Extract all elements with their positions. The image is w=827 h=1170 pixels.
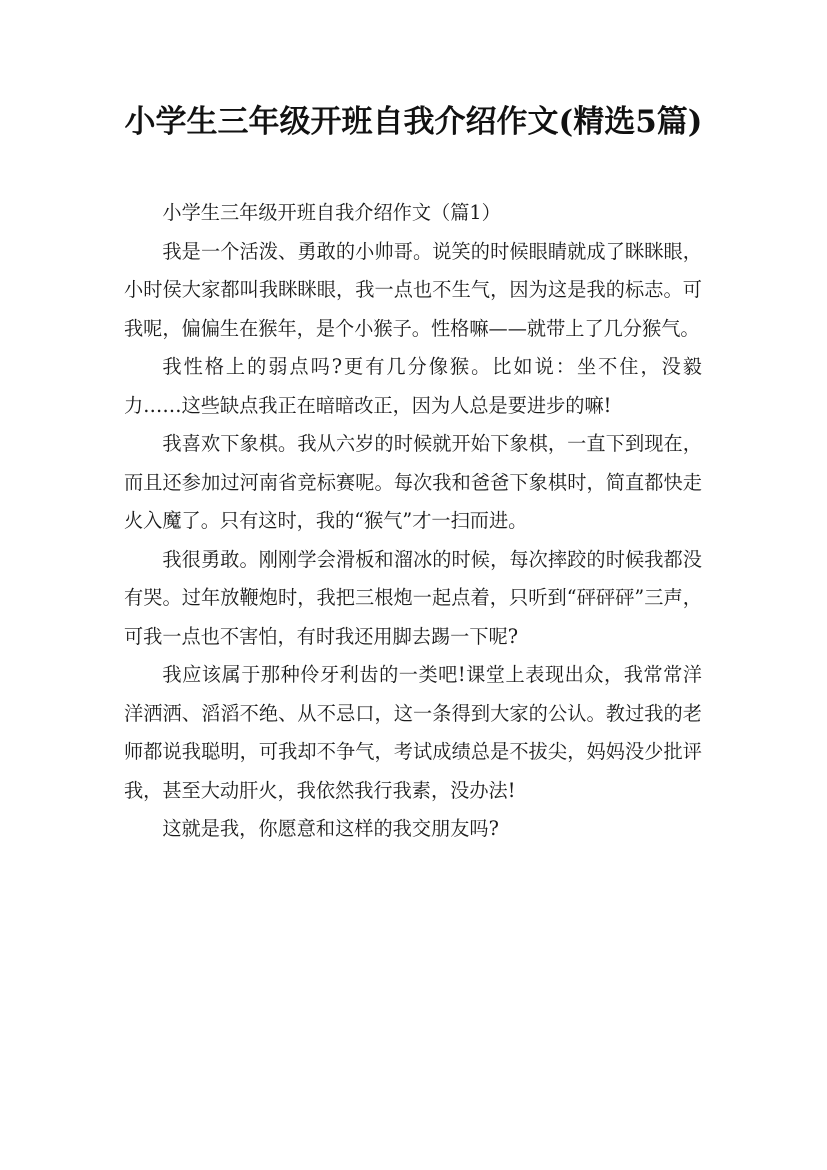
paragraph: 我很勇敢。刚刚学会滑板和溜冰的时候，每次摔跤的时候我都没有哭。过年放鞭炮时，我把三根炮一起点着，只听到“砰砰砰”三声，可我一点也不害怕，有时我还用脚去踢一下呢? <box>124 547 702 648</box>
document-body <box>124 194 702 849</box>
document-title: 小学生三年级开班自我介绍作文(精选5篇) <box>124 104 703 140</box>
paragraph: 我是一个活泼、勇敢的小帅哥。说笑的时候眼睛就成了眯眯眼，小时侯大家都叫我眯眯眼，我一点也不生气，因为这是我的标志。可我呢，偏偏生在猴年，是个小猴子。性格嘛——就带上了几分猴气。 <box>124 239 702 340</box>
paragraph: 我应该属于那种伶牙利齿的一类吧!课堂上表现出众，我常常洋洋洒洒、滔滔不绝、从不忌口，这一条得到大家的公认。教过我的老师都说我聪明，可我却不争气，考试成绩总是不拔尖，妈妈没少批评我，甚至大动肝火，我依然我行我素，没办法! <box>124 663 702 802</box>
paragraph: 这就是我，你愿意和这样的我交朋友吗? <box>162 817 499 840</box>
section-heading: 小学生三年级开班自我介绍作文（篇1） <box>162 201 501 224</box>
paragraph: 我喜欢下象棋。我从六岁的时候就开始下象棋，一直下到现在，而且还参加过河南省竞标赛呢。每次我和爸爸下象棋时，简直都快走火入魔了。只有这时，我的“猴气”才一扫而进。 <box>124 432 702 532</box>
paragraph: 我性格上的弱点吗?更有几分像猴。比如说：坐不住，没毅力……这些缺点我正在暗暗改正，因为人总是要进步的嘛! <box>124 355 702 417</box>
